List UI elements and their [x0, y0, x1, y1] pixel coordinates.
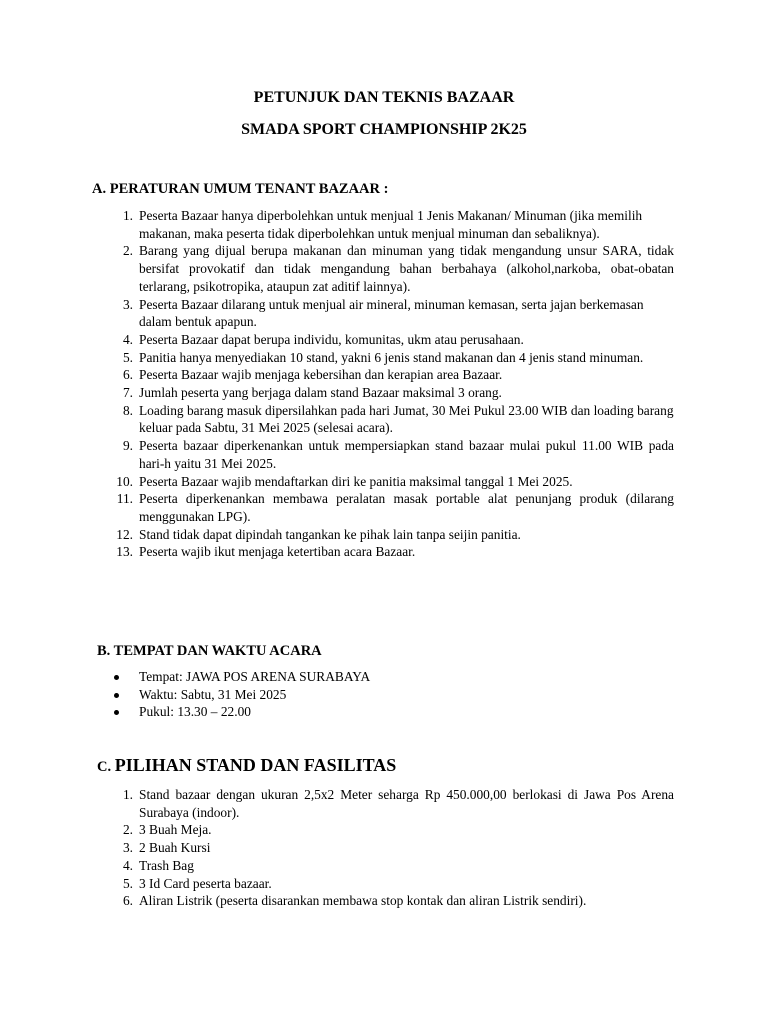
list-item-text: 2 Buah Kursi — [139, 840, 211, 856]
list-item-text: Stand bazaar dengan ukuran 2,5x2 Meter seharga Rp 450.000,00 berlokasi di Jawa Pos Arena Surabaya (indoor). — [139, 787, 674, 820]
list-item-text: Peserta Bazaar wajib menjaga kebersihan dan kerapian area Bazaar. — [139, 367, 503, 383]
list-item — [122, 875, 674, 893]
list-item-text: Peserta wajib ikut menjaga ketertiban acara Bazaar. — [139, 544, 416, 560]
list-item-text: Peserta Bazaar hanya diperbolehkan untuk menjual 1 Jenis Makanan/ Minuman (jika memilih makanan, maka peserta tidak diperbolehkan untuk menjual minuman dan sebaliknya). — [139, 208, 643, 241]
list-item — [122, 839, 674, 857]
list-item-text: Peserta bazaar diperkenankan untuk mempersiapkan stand bazaar mulai pukul 11.00 WIB pada hari-h yaitu 31 Mei 2025. — [139, 438, 674, 471]
list-item-text: Aliran Listrik (peserta disarankan membawa stop kontak dan aliran Listrik sendiri). — [139, 893, 587, 909]
list-item-number: 6. — [122, 367, 133, 383]
list-item — [122, 296, 674, 331]
list-item-text: 3 Id Card peserta bazaar. — [139, 875, 272, 891]
list-item-number: 2. — [122, 243, 133, 259]
list-item — [139, 668, 674, 686]
document-subtitle: SMADA SPORT CHAMPIONSHIP 2K25 — [241, 121, 527, 138]
list-item-number: 3. — [122, 840, 133, 856]
list-item — [122, 786, 674, 821]
list-item-text: Trash Bag — [139, 857, 194, 873]
bullet-icon — [114, 675, 119, 680]
list-item-number: 4. — [122, 331, 133, 347]
list-item-number: 4. — [122, 857, 133, 873]
section-c-title: PILIHAN STAND DAN FASILITAS — [114, 755, 397, 775]
list-item — [122, 402, 674, 437]
section-a-heading: A. PERATURAN UMUM TENANT BAZAAR : — [92, 181, 389, 197]
list-item — [116, 543, 674, 561]
list-item-number: 13. — [116, 544, 133, 560]
list-item — [122, 349, 674, 367]
list-item — [122, 892, 674, 910]
list-item-number: 1. — [122, 787, 133, 802]
list-item-number: 8. — [122, 402, 133, 418]
list-item-text: 3 Buah Meja. — [139, 822, 212, 838]
list-item-number: 2. — [122, 822, 133, 838]
list-item — [122, 857, 674, 875]
list-item — [139, 686, 674, 704]
list-item — [122, 331, 674, 349]
list-item-number: 3. — [122, 296, 133, 312]
list-item — [122, 242, 674, 295]
list-item — [116, 490, 674, 525]
list-item-text: Peserta diperkenankan membawa peralatan masak portable alat penunjang produk (dilarang menggunakan LPG). — [139, 491, 674, 524]
list-item-number: 5. — [122, 349, 133, 365]
list-item-text: Panitia hanya menyediakan 10 stand, yakni 6 jenis stand makanan dan 4 jenis stand minuman. — [139, 349, 644, 365]
list-item — [139, 703, 674, 721]
section-b-heading: B. TEMPAT DAN WAKTU ACARA — [97, 643, 322, 659]
list-item-text: Stand tidak dapat dipindah tangankan ke pihak lain tanpa seijin panitia. — [139, 526, 521, 542]
list-item-number: 7. — [122, 385, 133, 401]
list-item-number: 1. — [122, 208, 133, 223]
document-title: PETUNJUK DAN TEKNIS BAZAAR — [253, 89, 515, 106]
list-item-text: Tempat: JAWA POS ARENA SURABAYA — [139, 669, 371, 684]
list-item-text: Jumlah peserta yang berjaga dalam stand Bazaar maksimal 3 orang. — [139, 385, 502, 401]
section-c-list — [122, 786, 674, 910]
list-item-text: Barang yang dijual berupa makanan dan minuman yang tidak mengandung unsur SARA, tidak bersifat provokatif dan tidak mengandung bahan berbahaya (alkohol,narkoba, obat-obatan terlarang, psikotropika, ataupun zat aditif lainnya). — [139, 243, 674, 294]
list-item-number: 6. — [122, 893, 133, 909]
list-item — [122, 207, 674, 242]
list-item-number: 9. — [122, 438, 133, 454]
list-item-text: Loading barang masuk dipersilahkan pada hari Jumat, 30 Mei Pukul 23.00 WIB dan loading barang keluar pada Sabtu, 31 Mei 2025 (selesai acara). — [139, 402, 674, 436]
list-item-number: 5. — [122, 875, 133, 891]
list-item-text: Waktu: Sabtu, 31 Mei 2025 — [139, 686, 287, 702]
list-item — [122, 384, 674, 402]
section-a-list — [116, 207, 674, 561]
list-item — [122, 366, 674, 384]
list-item-text: Peserta Bazaar wajib mendaftarkan diri ke panitia maksimal tanggal 1 Mei 2025. — [139, 473, 573, 489]
list-item — [122, 821, 674, 839]
list-item-text: Peserta Bazaar dilarang untuk menjual air mineral, minuman kemasan, serta jajan berkemasan dalam bentuk apapun. — [139, 296, 644, 330]
list-item-text: Pukul: 13.30 – 22.00 — [139, 704, 251, 720]
section-b-list — [139, 668, 674, 721]
list-item — [122, 437, 674, 472]
list-item-number: 10. — [116, 473, 133, 489]
list-item — [116, 526, 674, 544]
list-item-number: 11. — [116, 491, 133, 507]
section-c-letter: C. — [97, 759, 112, 775]
list-item-text: Peserta Bazaar dapat berupa individu, komunitas, ukm atau perusahaan. — [139, 331, 524, 347]
list-item — [116, 473, 674, 491]
bullet-icon — [114, 693, 119, 698]
section-c-heading — [97, 756, 396, 776]
bullet-icon — [114, 710, 119, 715]
list-item-number: 12. — [116, 526, 133, 542]
